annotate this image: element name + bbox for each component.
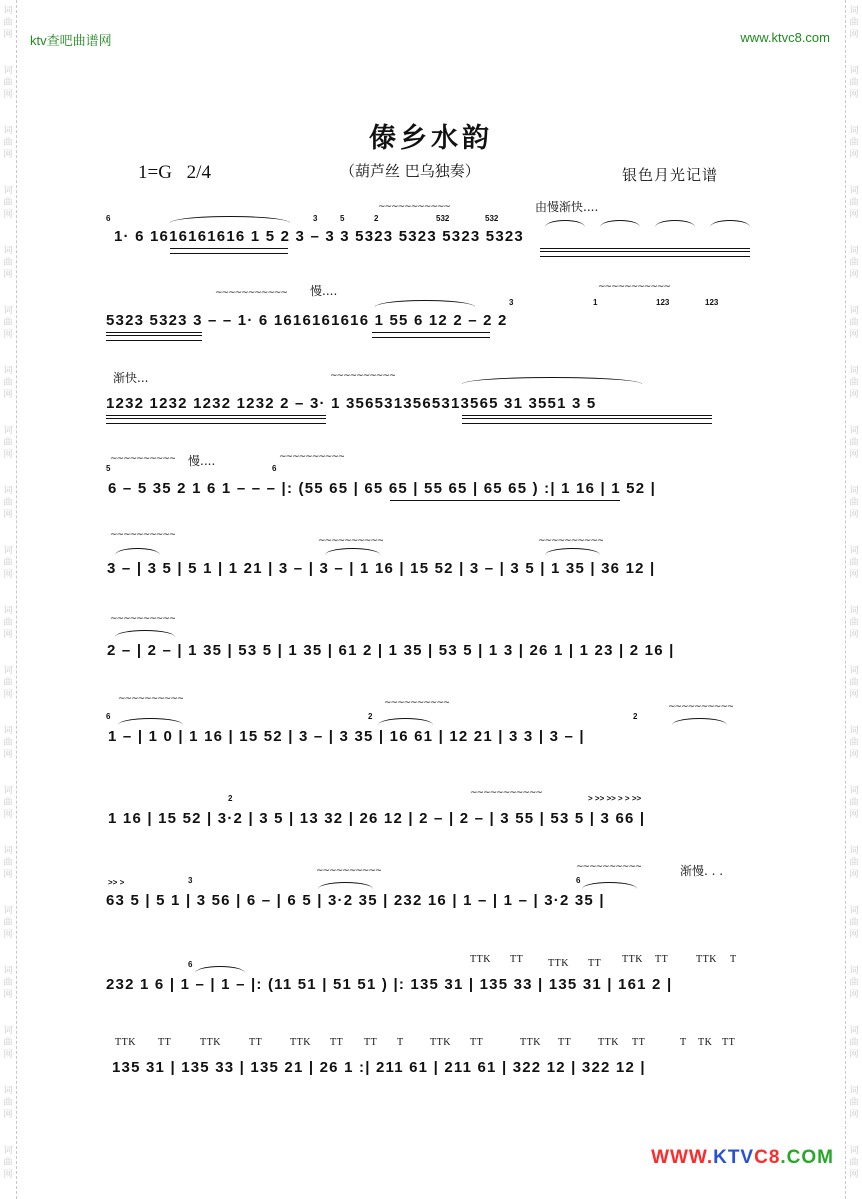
grace-note: 532	[436, 214, 450, 223]
grace-note: 532	[485, 214, 499, 223]
logo-ktv: KTV	[713, 1147, 755, 1168]
watermark-glyph: 曲	[3, 18, 13, 28]
tempo-annotation: 由慢渐快....	[535, 200, 599, 214]
grace-note: 123	[705, 298, 719, 307]
beam	[170, 248, 288, 254]
watermark-glyph: 曲	[3, 738, 13, 748]
tonguing-mark: TK	[698, 1037, 713, 1048]
watermark-glyph: 曲	[3, 198, 13, 208]
watermark-glyph: 词	[3, 906, 13, 916]
tonguing-mark: TTK	[520, 1037, 541, 1048]
watermark-glyph: 网	[849, 750, 859, 760]
tonguing-mark: TT	[470, 1037, 484, 1048]
watermark-glyph: 曲	[3, 1098, 13, 1108]
grace-note: 6	[106, 214, 111, 223]
beam	[462, 415, 712, 424]
watermark-glyph: 网	[3, 930, 13, 940]
watermark-glyph: 曲	[3, 318, 13, 328]
logo-c8: C8	[754, 1147, 781, 1168]
watermark-glyph: 网	[849, 930, 859, 940]
watermark-glyph: 曲	[849, 378, 859, 388]
watermark-glyph: 曲	[849, 1158, 859, 1168]
slur	[710, 220, 750, 227]
grace-note: 3	[509, 298, 514, 307]
watermark-glyph: 曲	[849, 198, 859, 208]
trill-mark: ~~~~~~~~~~	[384, 698, 450, 708]
trill-mark: ~~~~~~~~~~	[279, 452, 345, 462]
tonguing-mark: TTK	[290, 1037, 311, 1048]
watermark-glyph: 词	[849, 66, 859, 76]
staff-line-9	[0, 860, 862, 940]
watermark-glyph: 词	[849, 606, 859, 616]
watermark-glyph: 曲	[849, 918, 859, 928]
watermark-glyph: 网	[3, 690, 13, 700]
logo-com: .COM	[780, 1147, 834, 1168]
staff-line-10	[0, 950, 862, 1030]
watermark-glyph: 曲	[849, 18, 859, 28]
watermark-glyph: 曲	[3, 498, 13, 508]
logo-www: WWW.	[651, 1147, 714, 1168]
tonguing-mark: TTK	[470, 954, 491, 965]
tonguing-mark: TTK	[115, 1037, 136, 1048]
notation-line-11: 135 31 | 135 33 | 135 21 | 26 1 :| 211 61 | 211 61 | 322 12 | 322 12 |	[112, 1059, 646, 1076]
tonguing-mark: TT	[330, 1037, 344, 1048]
watermark-glyph: 网	[849, 690, 859, 700]
watermark-glyph: 网	[3, 990, 13, 1000]
watermark-glyph: 曲	[849, 258, 859, 268]
trill-mark: ~~~~~~~~~~	[330, 371, 396, 381]
grace-note: 3	[313, 214, 318, 223]
trill-mark: ~~~~~~~~~~	[318, 536, 384, 546]
watermark-glyph: 网	[849, 630, 859, 640]
watermark-glyph: 曲	[3, 378, 13, 388]
watermark-glyph: 网	[849, 870, 859, 880]
tonguing-mark: TT	[588, 958, 602, 969]
score-subtitle: （葫芦丝 巴乌独奏）	[340, 162, 480, 180]
slur	[118, 718, 183, 725]
grace-note: 2	[228, 794, 233, 803]
slur	[115, 548, 160, 555]
watermark-glyph: 网	[849, 1110, 859, 1120]
staff-line-7	[0, 690, 862, 770]
watermark-glyph: 词	[849, 1086, 859, 1096]
watermark-glyph: 词	[3, 966, 13, 976]
tempo-annotation: 慢....	[310, 284, 338, 298]
watermark-glyph: 网	[849, 90, 859, 100]
watermark-glyph: 网	[3, 450, 13, 460]
slur	[582, 882, 637, 889]
grace-note: 3	[188, 876, 193, 885]
watermark-glyph: 词	[3, 66, 13, 76]
accent-marks: > >> >> > > >>	[588, 794, 642, 803]
trill-mark: ~~~~~~~~~~	[110, 614, 176, 624]
notation-line-8: 1 16 | 15 52 | 3·2 | 3 5 | 13 32 | 26 12 | 2 – | 2 – | 3 55 | 53 5 | 3 66 |	[108, 810, 646, 827]
staff-line-6	[0, 612, 862, 692]
watermark-glyph: 词	[849, 6, 859, 16]
tempo-annotation: 渐慢. . .	[680, 864, 724, 878]
watermark-glyph: 词	[3, 1086, 13, 1096]
watermark-glyph: 词	[3, 546, 13, 556]
trill-mark: ~~~~~~~~~~~	[470, 788, 542, 798]
notation-line-7: 1 – | 1 0 | 1 16 | 15 52 | 3 – | 3 35 | 16 61 | 12 21 | 3 3 | 3 – |	[108, 728, 585, 745]
footer-logo[interactable]	[651, 1147, 834, 1169]
tonguing-mark: TTK	[430, 1037, 451, 1048]
watermark-glyph: 曲	[849, 78, 859, 88]
watermark-glyph: 词	[3, 1146, 13, 1156]
watermark-glyph: 网	[3, 1050, 13, 1060]
beam	[390, 500, 620, 501]
notation-line-1: 1· 6 1616161616 1 5 2 3 – 3 3 5323 5323 5323 5323	[114, 228, 524, 245]
watermark-glyph: 曲	[3, 618, 13, 628]
watermark-glyph: 曲	[849, 858, 859, 868]
watermark-glyph: 词	[849, 1146, 859, 1156]
watermark-glyph: 曲	[3, 558, 13, 568]
watermark-glyph: 网	[3, 810, 13, 820]
notation-line-9: 63 5 | 5 1 | 3 56 | 6 – | 6 5 | 3·2 35 | 232 16 | 1 – | 1 – | 3·2 35 |	[106, 892, 605, 909]
beam	[540, 248, 750, 257]
watermark-glyph: 词	[3, 786, 13, 796]
tonguing-mark: TTK	[200, 1037, 221, 1048]
watermark-glyph: 曲	[3, 678, 13, 688]
tonguing-mark: TT	[722, 1037, 736, 1048]
watermark-glyph: 词	[849, 246, 859, 256]
watermark-glyph: 曲	[3, 918, 13, 928]
watermark-glyph: 词	[3, 6, 13, 16]
watermark-glyph: 词	[3, 306, 13, 316]
watermark-glyph: 网	[3, 630, 13, 640]
watermark-glyph: 词	[3, 426, 13, 436]
trill-mark: ~~~~~~~~~~	[576, 862, 642, 872]
grace-note: 5	[340, 214, 345, 223]
watermark-glyph: 网	[3, 150, 13, 160]
watermark-glyph: 网	[849, 390, 859, 400]
slur	[318, 882, 373, 889]
slur	[655, 220, 695, 227]
slur	[325, 548, 380, 555]
watermark-glyph: 曲	[849, 1098, 859, 1108]
notation-line-5: 3 – | 3 5 | 5 1 | 1 21 | 3 – | 3 – | 1 16 | 15 52 | 3 – | 3 5 | 1 35 | 36 12 |	[107, 560, 656, 577]
accent-marks: >> >	[108, 878, 125, 887]
watermark-glyph: 词	[3, 246, 13, 256]
grace-note: 6	[576, 876, 581, 885]
tonguing-mark: TT	[510, 954, 524, 965]
watermark-glyph: 曲	[849, 678, 859, 688]
watermark-glyph: 网	[849, 570, 859, 580]
watermark-glyph: 曲	[3, 978, 13, 988]
tonguing-mark: TT	[632, 1037, 646, 1048]
watermark-glyph: 曲	[849, 318, 859, 328]
watermark-glyph: 网	[849, 210, 859, 220]
trill-mark: ~~~~~~~~~~~	[378, 202, 450, 212]
staff-line-11	[0, 1033, 862, 1113]
notation-line-6: 2 – | 2 – | 1 35 | 53 5 | 1 35 | 61 2 | 1 35 | 53 5 | 1 3 | 26 1 | 1 23 | 2 16 |	[107, 642, 675, 659]
trill-mark: ~~~~~~~~~~~	[598, 282, 670, 292]
slur	[170, 216, 290, 223]
watermark-glyph: 词	[849, 306, 859, 316]
tonguing-mark: T	[397, 1037, 404, 1048]
watermark-glyph: 曲	[849, 558, 859, 568]
watermark-glyph: 网	[849, 270, 859, 280]
slur	[462, 377, 642, 384]
watermark-glyph: 网	[849, 1050, 859, 1060]
notation-line-3: 1232 1232 1232 1232 2 – 3· 1 3565313565313565 31 3551 3 5	[106, 395, 597, 412]
slur	[115, 630, 175, 637]
watermark-glyph: 网	[849, 30, 859, 40]
watermark-glyph: 网	[3, 750, 13, 760]
staff-line-1	[0, 190, 862, 270]
watermark-glyph: 词	[849, 666, 859, 676]
tonguing-mark: TT	[655, 954, 669, 965]
beam	[372, 332, 490, 338]
tonguing-mark: TT	[558, 1037, 572, 1048]
tempo-annotation: 渐快...	[113, 371, 149, 385]
watermark-glyph: 网	[849, 810, 859, 820]
score-title: 傣乡水韵	[369, 123, 493, 154]
watermark-glyph: 词	[849, 426, 859, 436]
watermark-glyph: 网	[849, 510, 859, 520]
tonguing-mark: TT	[249, 1037, 263, 1048]
watermark-glyph: 曲	[3, 78, 13, 88]
watermark-glyph: 词	[849, 846, 859, 856]
watermark-glyph: 词	[849, 1026, 859, 1036]
watermark-glyph: 词	[3, 726, 13, 736]
watermark-glyph: 词	[849, 546, 859, 556]
watermark-glyph: 词	[3, 126, 13, 136]
tonguing-mark: T	[730, 954, 737, 965]
watermark-glyph: 网	[3, 570, 13, 580]
beam	[106, 332, 202, 341]
slur	[378, 718, 433, 725]
watermark-glyph: 曲	[849, 498, 859, 508]
slur	[375, 300, 475, 307]
trill-mark: ~~~~~~~~~~~	[215, 288, 287, 298]
watermark-glyph: 曲	[849, 798, 859, 808]
slur	[195, 966, 245, 973]
trill-mark: ~~~~~~~~~~	[538, 536, 604, 546]
slur	[600, 220, 640, 227]
grace-note: 2	[633, 712, 638, 721]
staff-line-2	[0, 280, 862, 360]
grace-note: 5	[106, 464, 111, 473]
trill-mark: ~~~~~~~~~~	[110, 454, 176, 464]
tonguing-mark: TT	[158, 1037, 172, 1048]
staff-line-8	[0, 780, 862, 860]
watermark-glyph: 词	[849, 966, 859, 976]
notation-line-4: 6 – 5 35 2 1 6 1 – – – |: (55 65 | 65 65 | 55 65 | 65 65 ) :| 1 16 | 1 52 |	[108, 480, 657, 497]
grace-note: 6	[188, 960, 193, 969]
watermark-glyph: 词	[3, 486, 13, 496]
staff-line-5	[0, 530, 862, 610]
watermark-glyph: 曲	[3, 258, 13, 268]
watermark-glyph: 曲	[849, 978, 859, 988]
slur	[545, 220, 585, 227]
watermark-glyph: 词	[849, 186, 859, 196]
watermark-glyph: 网	[3, 870, 13, 880]
grace-note: 6	[272, 464, 277, 473]
notation-line-10: 232 1 6 | 1 – | 1 – |: (11 51 | 51 51 ) |: 135 31 | 135 33 | 135 31 | 161 2 |	[106, 976, 673, 993]
watermark-glyph: 网	[849, 450, 859, 460]
tonguing-mark: T	[680, 1037, 687, 1048]
score-credit: 银色月光记谱	[622, 166, 719, 184]
grace-note: 2	[374, 214, 379, 223]
watermark-glyph: 曲	[3, 1158, 13, 1168]
watermark-glyph: 词	[849, 726, 859, 736]
watermark-glyph: 网	[3, 90, 13, 100]
watermark-glyph: 曲	[3, 138, 13, 148]
slur	[545, 548, 600, 555]
watermark-glyph: 词	[3, 606, 13, 616]
trill-mark: ~~~~~~~~~~	[316, 866, 382, 876]
notation-line-2: 5323 5323 3 – – 1· 6 1616161616 1 55 6 12 2 – 2 2	[106, 312, 508, 329]
watermark-glyph: 曲	[3, 438, 13, 448]
tempo-annotation: 慢....	[188, 454, 216, 468]
watermark-glyph: 词	[3, 666, 13, 676]
watermark-glyph: 网	[3, 330, 13, 340]
watermark-glyph: 曲	[3, 858, 13, 868]
watermark-glyph: 词	[3, 1026, 13, 1036]
tonguing-mark: TT	[364, 1037, 378, 1048]
watermark-glyph: 网	[3, 1170, 13, 1180]
watermark-glyph: 网	[3, 30, 13, 40]
watermark-glyph: 曲	[849, 138, 859, 148]
trill-mark: ~~~~~~~~~~	[668, 702, 734, 712]
trill-mark: ~~~~~~~~~~	[110, 530, 176, 540]
watermark-glyph: 网	[3, 1110, 13, 1120]
tonguing-mark: TTK	[598, 1037, 619, 1048]
beam	[106, 415, 326, 424]
slur	[672, 718, 727, 725]
grace-note: 1	[593, 298, 598, 307]
watermark-glyph: 网	[849, 990, 859, 1000]
site-name-header[interactable]: ktv查吧曲谱网	[30, 33, 112, 48]
watermark-glyph: 网	[3, 390, 13, 400]
watermark-glyph: 词	[849, 486, 859, 496]
watermark-glyph: 网	[849, 1170, 859, 1180]
watermark-glyph: 词	[849, 126, 859, 136]
watermark-glyph: 曲	[849, 438, 859, 448]
watermark-glyph: 曲	[849, 1038, 859, 1048]
watermark-glyph: 词	[849, 366, 859, 376]
staff-line-3	[0, 365, 862, 445]
tonguing-mark: TTK	[548, 958, 569, 969]
watermark-glyph: 曲	[3, 1038, 13, 1048]
key-signature: 1=G 2/4	[138, 162, 211, 183]
trill-mark: ~~~~~~~~~~	[118, 694, 184, 704]
watermark-glyph: 网	[3, 510, 13, 520]
watermark-glyph: 网	[3, 210, 13, 220]
site-url-header[interactable]: www.ktvc8.com	[740, 30, 830, 45]
watermark-glyph: 网	[849, 330, 859, 340]
watermark-glyph: 曲	[3, 798, 13, 808]
grace-note: 6	[106, 712, 111, 721]
grace-note: 123	[656, 298, 670, 307]
watermark-glyph: 网	[3, 270, 13, 280]
staff-line-4	[0, 448, 862, 528]
grace-note: 2	[368, 712, 373, 721]
watermark-glyph: 网	[849, 150, 859, 160]
tonguing-mark: TTK	[696, 954, 717, 965]
tonguing-mark: TTK	[622, 954, 643, 965]
watermark-glyph: 词	[3, 366, 13, 376]
watermark-glyph: 曲	[849, 738, 859, 748]
watermark-glyph: 词	[849, 786, 859, 796]
watermark-glyph: 曲	[849, 618, 859, 628]
watermark-glyph: 词	[849, 906, 859, 916]
watermark-glyph: 词	[3, 846, 13, 856]
watermark-glyph: 词	[3, 186, 13, 196]
